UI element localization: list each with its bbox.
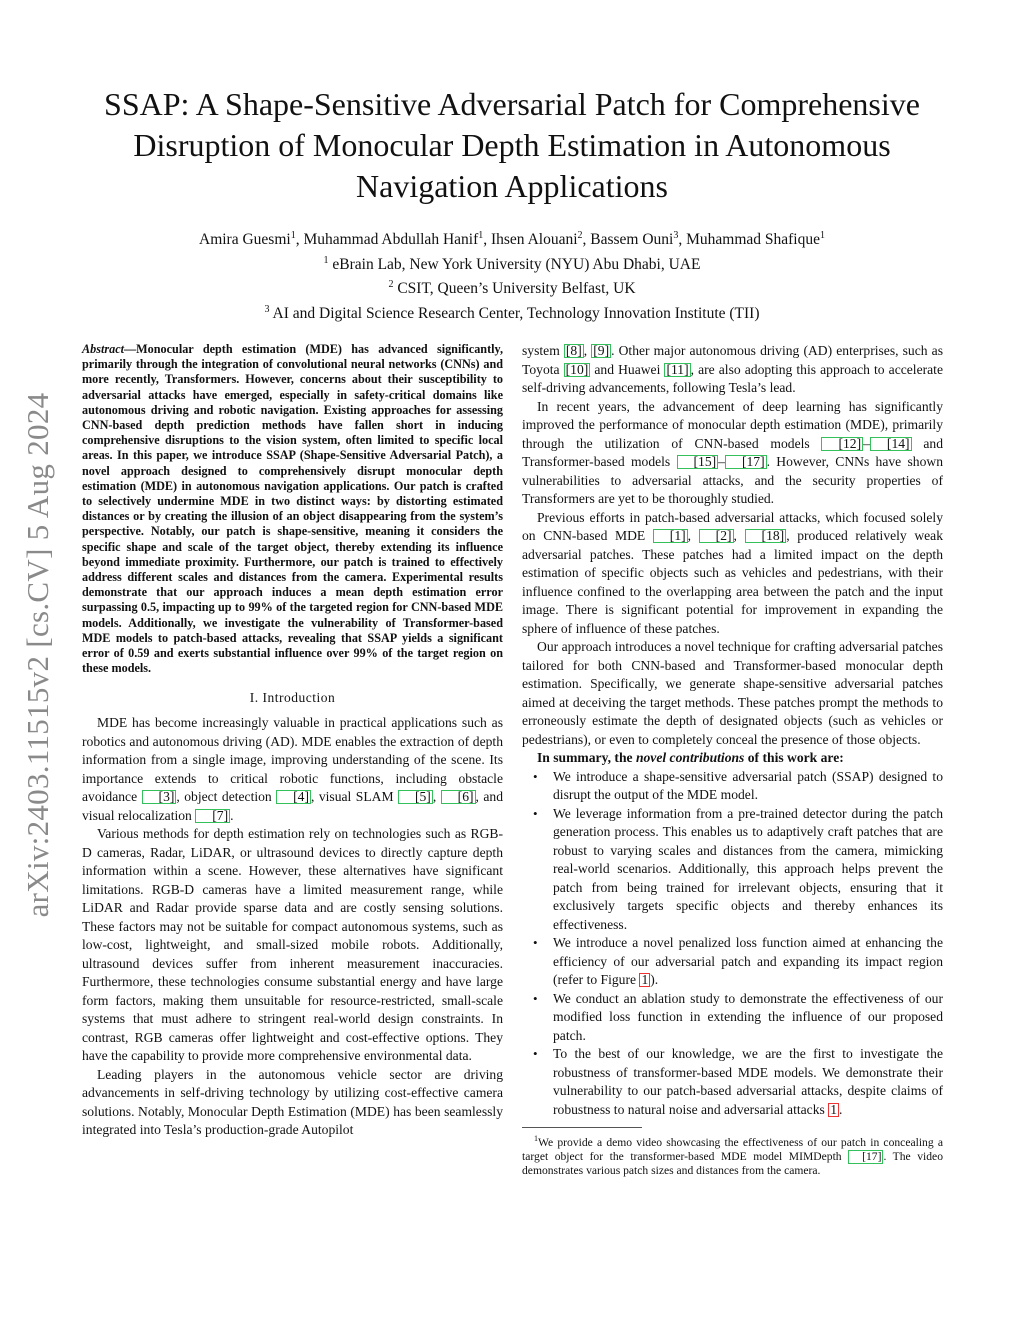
affiliation: $^1$ eBrain Lab, New York University (NYU) Abu Dhabi, UAE	[323, 254, 701, 273]
affiliation: $^3$ AI and Digital Science Research Center, Technology Innovation Institute (TII)	[264, 303, 760, 323]
figure-link[interactable]: 1	[641, 972, 649, 987]
citation-link[interactable]: [12]	[821, 437, 863, 451]
body-paragraph: Previous efforts in patch-based adversarial attacks, which focused solely on CNN-based MDE [1] , [2] , [18] , produced relatively weak adversarial patches. These patches had a limited impact on the depth estimation of specific objects such as vehicles and pedestrians, with their influence confined to the overlapping area between the patch and the input image. There is significant potential for improvement in expanding the sphere of influence of these patches.	[522, 509, 944, 636]
list-item: • We conduct an ablation study to demonstrate the effectiveness of our modified loss function in extending the influence of our proposed patch.	[522, 990, 943, 1046]
citation-link[interactable]: [6]	[441, 790, 476, 804]
left-column	[82, 342, 503, 1140]
citation-link[interactable]: [7]	[195, 809, 230, 823]
section-heading-introduction: I. Introduction	[249, 690, 336, 706]
citation-link[interactable]: [15]	[677, 455, 719, 469]
citation-link[interactable]: [4]	[276, 790, 311, 804]
arxiv-identifier: arXiv:2403.11515v2 [cs.CV] 5 Aug 2024	[20, 392, 55, 918]
citation-link[interactable]: [1]	[653, 529, 688, 543]
author-block	[60, 226, 964, 325]
body-paragraph: In recent years, the advancement of deep learning has significantly improved the performance of monocular depth estimation (MDE), primarily through the utilization of CNN-based models [12] – [14] and Transformer-based models [15] – [17] . However, CNNs have shown vulnerabilities to adversarial attacks, and the security properties of Transformers are yet to be thoroughly studied.	[522, 398, 943, 506]
footnote-divider	[522, 1127, 642, 1128]
list-item: • We introduce a shape-sensitive adversarial patch (SSAP) designed to disrupt the output of the MDE model.	[522, 768, 943, 805]
author-name: Ihsen Alouani	[490, 231, 578, 249]
affiliation: $^2$ CSIT, Queen’s University Belfast, UK	[388, 279, 636, 298]
citation-link[interactable]: [18]	[745, 529, 787, 543]
author-name: Amira Guesmi	[199, 231, 291, 249]
right-column	[522, 342, 943, 1178]
contributions-heading: In summary, the novel contributions of this work are:	[537, 750, 844, 765]
citation-link[interactable]: [8]	[565, 343, 582, 358]
footnote-link[interactable]: 1	[830, 1101, 837, 1117]
citation-link[interactable]: [5]	[398, 790, 433, 804]
intro-paragraph: Leading players in the autonomous vehicle sector are driving advancements in self-driving technology by utilizing cost-effective camera solutions. Notably, Monocular Depth Estimation (MDE) has been seamlessly integrated into Tesla’s production-grade Autopilot	[82, 1066, 503, 1138]
abstract-label: Abstract	[82, 342, 124, 356]
arxiv-sidebar	[10, 350, 66, 960]
paper-title: SSAP: A Shape-Sensitive Adversarial Patch for Comprehensive Disruption of Monocular Depth Estimation in Autonomous Navigation Applications	[104, 86, 920, 204]
citation-link[interactable]: [9]	[593, 343, 610, 358]
abstract	[82, 342, 503, 676]
intro-paragraph: Various methods for depth estimation rely on technologies such as RGB-D cameras, Radar, LiDAR, or ultrasound devices to directly capture depth information within a scene. However, these alternatives have significant limitations. RGB-D cameras have a limited measurement range, while LiDAR and Radar provide sparse data and are costly sensing solutions. These factors may not be suitable for compact autonomous systems, such as low-cost, lightweight, and small-sized mobile robots. Additionally, ultrasound devices suffer from inherent measurement inaccuracies. Furthermore, these technologies consume substantial energy and have large form factors, making them unsuitable for resource-restricted, small-scale systems that must adhere to stringent real-world design constraints. In contrast, RGB cameras offer lightweight and cost-effective options. They have the capability to provide more comprehensive environmental data.	[82, 826, 503, 1064]
author-list: Amira Guesmi$^1$, Muhammad Abdullah Hanif$^1$, Ihsen Alouani$^2$, Bassem Ouni$^3$, Muhammad Shafique$^1$	[199, 230, 825, 249]
list-item: • We leverage information from a pre-trained detector during the patch generation process. This enables us to adaptively craft patches that are robust to varying scales and distances from the camera, mimicking real-world scenarios. Additionally, this approach helps prevent the patch from being trained for irrelevant objects, ensuring that it exclusively targets specific objects and thereby enhances its effectiveness.	[522, 805, 943, 935]
author-name: Muhammad Shafique	[686, 231, 820, 249]
citation-link[interactable]: [10]	[565, 361, 589, 377]
intro-paragraph: MDE has become increasingly valuable in practical applications such as robotics and autonomous driving (AD). MDE enables the extraction of depth information from a single image, improving understanding of the scene. Its importance extends to critical robotic functions, including obstacle avoidance [3] , object detection [4] , visual SLAM [5] , [6] , and visual relocalization [7] .	[82, 715, 503, 823]
author-name: Muhammad Abdullah Hanif	[303, 231, 479, 249]
citation-link[interactable]: [17]	[848, 1150, 883, 1164]
citation-link[interactable]: [11]	[666, 361, 689, 377]
citation-link[interactable]: [2]	[699, 529, 734, 543]
contributions-list	[522, 768, 943, 1120]
author-name: Bassem Ouni	[590, 231, 674, 249]
citation-link[interactable]: [14]	[870, 437, 912, 451]
abstract-text: —Monocular depth estimation (MDE) has advanced significantly, primarily through the integration of convolutional neural networks (CNNs) and more recently, Transformers. However, concerns about their susceptibility to adversarial attacks have emerged, especially in safety-critical domains like autonomous driving and robotic navigation. Existing approaches for assessing CNN-based depth prediction methods have fallen short in inducing comprehensive disruptions to the vision system, often limited to specific local areas. In this paper, we introduce SSAP (Shape-Sensitive Adversarial Patch), a novel approach designed to comprehensively disrupt monocular depth estimation (MDE) in autonomous navigation applications. Our patch is crafted to selectively undermine MDE in two distinct ways: by distorting estimated distances or by creating the illusion of an object disappearing from the system’s perspective. Notably, our patch is shape-sensitive, meaning it considers the specific shape and scale of the target object, thereby extending its influence beyond immediate proximity. Furthermore, our patch is trained to effectively address different scales and distances from the camera. Experimental results demonstrate that our approach induces a mean depth estimation error surpassing 0.5, impacting up to 99% of the targeted region for CNN-based MDE models. Additionally, we investigate the vulnerability of Transformer-based MDE models to patch-based attacks, revealing that SSAP yields a significant error of 0.59 and exerts substantial influence over 99% of the target region on these models.	[82, 342, 503, 676]
list-item: • We introduce a novel penalized loss function aimed at enhancing the efficiency of our adversarial patch and expanding its impact region (refer to Figure 1 ).	[522, 934, 943, 990]
citation-link[interactable]: [3]	[142, 790, 177, 804]
list-item: • To the best of our knowledge, we are the first to investigate the robustness of transformer-based MDE models. We demonstrate their vulnerability to our patch-based adversarial attacks, despite claims of robustness to natural noise and adversarial attacks 1 .	[522, 1045, 943, 1119]
footnote: $^1$We provide a demo video showcasing the effectiveness of our patch in concealing a target object for the transformer-based MDE model MIMDepth [17] . The video demonstrates various patch sizes and distances from the camera.	[522, 1134, 943, 1178]
body-paragraph: system [8] , [9] . Other major autonomous driving (AD) enterprises, such as Toyota [10] and Huawei [11] , are also adopting this approach to accelerate self-driving advancements, following Tesla’s lead.	[522, 343, 943, 395]
citation-link[interactable]: [17]	[725, 455, 767, 469]
body-paragraph: Our approach introduces a novel technique for crafting adversarial patches tailored for both CNN-based and Transformer-based monocular depth estimation. Specifically, we generate shape-sensitive adversarial patches aimed at deceiving the target methods. These patches prompt the methods to erroneously estimate the depth of designated objects (such as vehicles or pedestrians), or even to completely conceal the presence of those objects.	[522, 639, 943, 747]
